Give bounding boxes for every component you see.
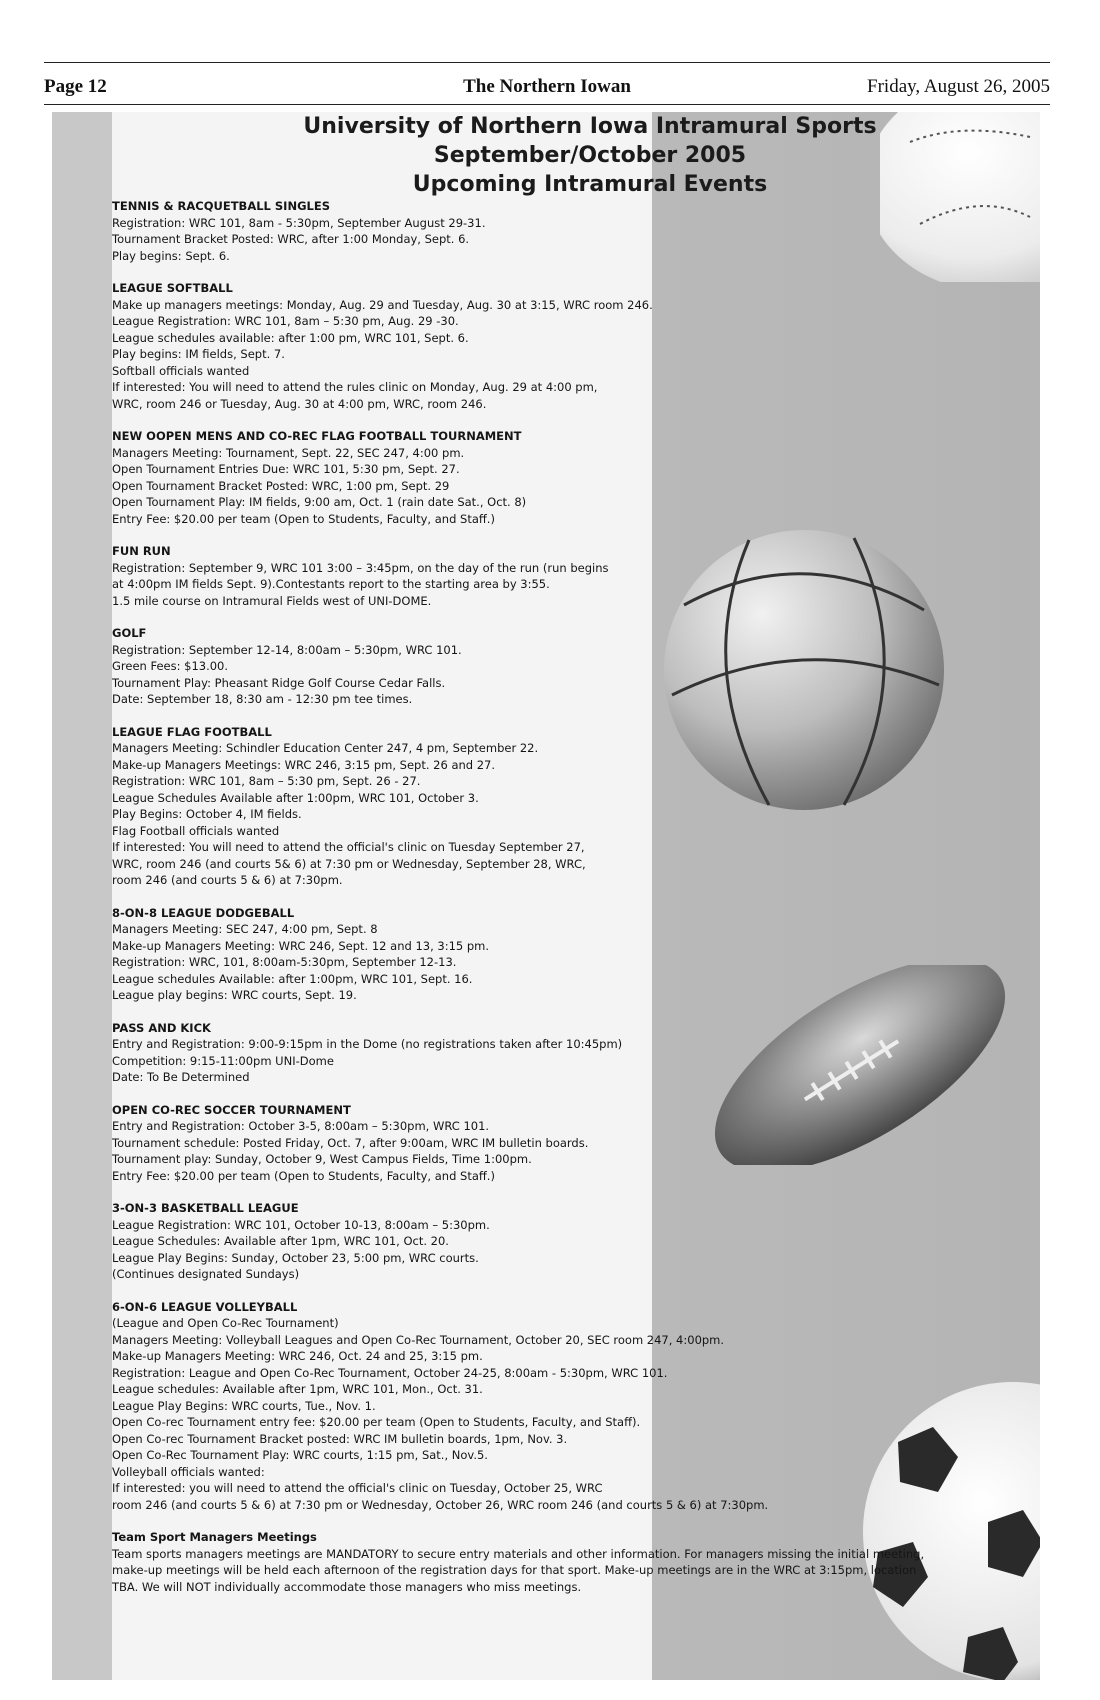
- event-detail-line: Open Tournament Play: IM fields, 9:00 am, Oct. 1 (rain date Sat., Oct. 8): [112, 495, 527, 509]
- event-detail-line: Open Co-rec Tournament Bracket posted: WRC IM bulletin boards, 1pm, Nov. 3.: [112, 1431, 568, 1446]
- event-detail-line: Managers Meeting: SEC 247, 4:00 pm, Sept. 8: [112, 922, 378, 936]
- event-detail-line: Entry Fee: $20.00 per team (Open to Students, Faculty, and Staff.): [112, 1168, 495, 1183]
- event-detail-line: room 246 (and courts 5 & 6) at 7:30pm.: [112, 873, 343, 887]
- event-detail-line: Open Co-rec Tournament entry fee: $20.00 per team (Open to Students, Faculty, and Staff).: [112, 1415, 641, 1429]
- event-title: LEAGUE SOFTBALL: [112, 281, 233, 295]
- event-detail-line: Tournament Bracket Posted: WRC, after 1:00 Monday, Sept. 6.: [112, 232, 470, 246]
- event-title: OPEN CO-REC SOCCER TOURNAMENT: [112, 1102, 351, 1117]
- event-title: Team Sport Managers Meetings: [112, 1530, 317, 1544]
- event-block: [112, 1299, 1012, 1514]
- event-title: FUN RUN: [112, 544, 171, 558]
- event-detail-line: League Registration: WRC 101, 8am – 5:30 pm, Aug. 29 -30.: [112, 314, 459, 328]
- event-detail-line: If interested: You will need to attend the rules clinic on Monday, Aug. 29 at 4:00 pm,: [112, 380, 598, 394]
- event-detail-line: Entry Fee: $20.00 per team (Open to Students, Faculty, and Staff.): [112, 511, 495, 526]
- event-block: [112, 905, 1012, 1004]
- page-number: Page 12: [44, 76, 107, 97]
- event-block: [112, 198, 1012, 264]
- event-detail-line: Softball officials wanted: [112, 363, 250, 378]
- event-detail-line: Tournament play: Sunday, October 9, West Campus Fields, Time 1:00pm.: [112, 1152, 532, 1166]
- event-detail-line: room 246 (and courts 5 & 6) at 7:30 pm or Wednesday, October 26, WRC room 246 (and courts 5 & 6) at 7:30pm.: [112, 1497, 769, 1512]
- event-detail-line: Competition: 9:15-11:00pm UNI-Dome: [112, 1053, 334, 1068]
- event-detail-line: make-up meetings will be held each afternoon of the registration days for that sport. Make-up meetings are in the WRC at 3:15pm, location: [112, 1563, 917, 1577]
- event-detail-line: Make-up Managers Meetings: WRC 246, 3:15 pm, Sept. 26 and 27.: [112, 757, 496, 772]
- event-block: [112, 280, 1012, 412]
- event-detail-line: League Schedules: Available after 1pm, WRC 101, Oct. 20.: [112, 1234, 449, 1248]
- heading-line-1: University of Northern Iowa Intramural Sports: [303, 114, 877, 139]
- event-detail-line: WRC, room 246 (and courts 5& 6) at 7:30 pm or Wednesday, September 28, WRC,: [112, 856, 586, 871]
- event-detail-line: Registration: WRC 101, 8am – 5:30 pm, Sept. 26 - 27.: [112, 774, 421, 788]
- event-block: [112, 724, 1012, 889]
- event-detail-line: WRC, room 246 or Tuesday, Aug. 30 at 4:00 pm, WRC, room 246.: [112, 396, 487, 411]
- event-detail-line: Date: To Be Determined: [112, 1070, 250, 1084]
- event-detail-line: Play begins: Sept. 6.: [112, 248, 230, 263]
- event-detail-line: League play begins: WRC courts, Sept. 19.: [112, 988, 357, 1002]
- event-title: PASS AND KICK: [112, 1020, 211, 1035]
- event-detail-line: Volleyball officials wanted:: [112, 1464, 265, 1479]
- event-block: [112, 1529, 1012, 1595]
- event-detail-line: League Registration: WRC 101, October 10-13, 8:00am – 5:30pm.: [112, 1217, 490, 1232]
- event-detail-line: (League and Open Co-Rec Tournament): [112, 1316, 339, 1330]
- event-detail-line: Registration: WRC 101, 8am - 5:30pm, September August 29-31.: [112, 215, 486, 230]
- event-detail-line: Open Tournament Entries Due: WRC 101, 5:30 pm, Sept. 27.: [112, 462, 460, 476]
- event-detail-line: Registration: September 12-14, 8:00am – 5:30pm, WRC 101.: [112, 642, 462, 657]
- event-detail-line: Play Begins: October 4, IM fields.: [112, 807, 302, 821]
- event-detail-line: Tournament schedule: Posted Friday, Oct. 7, after 9:00am, WRC IM bulletin boards.: [112, 1135, 589, 1150]
- event-detail-line: Registration: WRC, 101, 8:00am-5:30pm, September 12-13.: [112, 955, 457, 969]
- event-block: [112, 1200, 1012, 1283]
- event-block: [112, 1020, 1012, 1086]
- event-detail-line: Green Fees: $13.00.: [112, 659, 229, 673]
- event-detail-line: If interested: you will need to attend the official's clinic on Tuesday, October 25, WRC: [112, 1481, 603, 1495]
- event-detail-line: 1.5 mile course on Intramural Fields west of UNI-DOME.: [112, 593, 432, 608]
- event-block: [112, 1102, 1012, 1185]
- heading-line-3: Upcoming Intramural Events: [412, 172, 768, 197]
- event-detail-line: Registration: September 9, WRC 101 3:00 – 3:45pm, on the day of the run (run begins: [112, 560, 609, 575]
- event-detail-line: TBA. We will NOT individually accommodate those managers who miss meetings.: [112, 1579, 582, 1594]
- event-detail-line: Team sports managers meetings are MANDATORY to secure entry materials and other information. For managers missing the initial meeting,: [112, 1546, 925, 1561]
- event-detail-line: Entry and Registration: October 3-5, 8:00am – 5:30pm, WRC 101.: [112, 1119, 490, 1133]
- event-detail-line: League Schedules Available after 1:00pm, WRC 101, October 3.: [112, 790, 479, 805]
- paper-name: The Northern Iowan: [463, 76, 631, 97]
- event-detail-line: Play begins: IM fields, Sept. 7.: [112, 347, 285, 361]
- event-title: GOLF: [112, 626, 147, 640]
- event-detail-line: Managers Meeting: Schindler Education Center 247, 4 pm, September 22.: [112, 741, 539, 755]
- article-heading: [200, 112, 980, 199]
- issue-date: Friday, August 26, 2005: [867, 76, 1050, 97]
- heading-line-2: September/October 2005: [433, 143, 747, 168]
- event-detail-line: Make-up Managers Meeting: WRC 246, Oct. 24 and 25, 3:15 pm.: [112, 1349, 483, 1363]
- event-detail-line: League Play Begins: Sunday, October 23, 5:00 pm, WRC courts.: [112, 1250, 479, 1265]
- event-detail-line: Registration: League and Open Co-Rec Tournament, October 24-25, 8:00am - 5:30pm, WRC 101.: [112, 1365, 668, 1380]
- top-rule: [44, 62, 1050, 63]
- event-detail-line: Managers Meeting: Tournament, Sept. 22, SEC 247, 4:00 pm.: [112, 445, 465, 460]
- event-listings: [112, 198, 1012, 1611]
- event-detail-line: If interested: You will need to attend the official's clinic on Tuesday September 27,: [112, 840, 585, 854]
- event-title: NEW OOPEN MENS AND CO-REC FLAG FOOTBALL TOURNAMENT: [112, 429, 522, 443]
- event-block: [112, 625, 1012, 708]
- event-detail-line: (Continues designated Sundays): [112, 1267, 300, 1281]
- event-detail-line: Open Tournament Bracket Posted: WRC, 1:00 pm, Sept. 29: [112, 478, 450, 493]
- event-detail-line: Make up managers meetings: Monday, Aug. 29 and Tuesday, Aug. 30 at 3:15, WRC room 246.: [112, 297, 653, 312]
- page-header: [44, 72, 1050, 102]
- event-title: 3-ON-3 BASKETBALL LEAGUE: [112, 1201, 299, 1215]
- event-detail-line: League schedules Available: after 1:00pm, WRC 101, Sept. 16.: [112, 971, 473, 986]
- event-detail-line: League schedules: Available after 1pm, WRC 101, Mon., Oct. 31.: [112, 1382, 483, 1396]
- event-detail-line: League Play Begins: WRC courts, Tue., Nov. 1.: [112, 1398, 376, 1413]
- event-detail-line: Date: September 18, 8:30 am - 12:30 pm tee times.: [112, 692, 413, 706]
- event-title: 8-ON-8 LEAGUE DODGEBALL: [112, 905, 295, 920]
- event-block: [112, 543, 1012, 609]
- event-detail-line: Make-up Managers Meeting: WRC 246, Sept. 12 and 13, 3:15 pm.: [112, 938, 490, 953]
- event-block: [112, 428, 1012, 527]
- event-detail-line: Flag Football officials wanted: [112, 823, 280, 838]
- event-detail-line: League schedules available: after 1:00 pm, WRC 101, Sept. 6.: [112, 330, 469, 345]
- event-detail-line: Tournament Play: Pheasant Ridge Golf Course Cedar Falls.: [112, 675, 446, 690]
- event-title: LEAGUE FLAG FOOTBALL: [112, 724, 272, 739]
- header-rule: [44, 104, 1050, 105]
- event-detail-line: Open Co-Rec Tournament Play: WRC courts, 1:15 pm, Sat., Nov.5.: [112, 1448, 488, 1462]
- event-title: 6-ON-6 LEAGUE VOLLEYBALL: [112, 1299, 298, 1314]
- event-detail-line: at 4:00pm IM fields Sept. 9).Contestants report to the starting area by 3:55.: [112, 577, 550, 591]
- event-detail-line: Managers Meeting: Volleyball Leagues and Open Co-Rec Tournament, October 20, SEC room 247, 4:00pm.: [112, 1332, 725, 1347]
- event-title: TENNIS & RACQUETBALL SINGLES: [112, 199, 330, 213]
- event-detail-line: Entry and Registration: 9:00-9:15pm in the Dome (no registrations taken after 10:45pm): [112, 1037, 623, 1051]
